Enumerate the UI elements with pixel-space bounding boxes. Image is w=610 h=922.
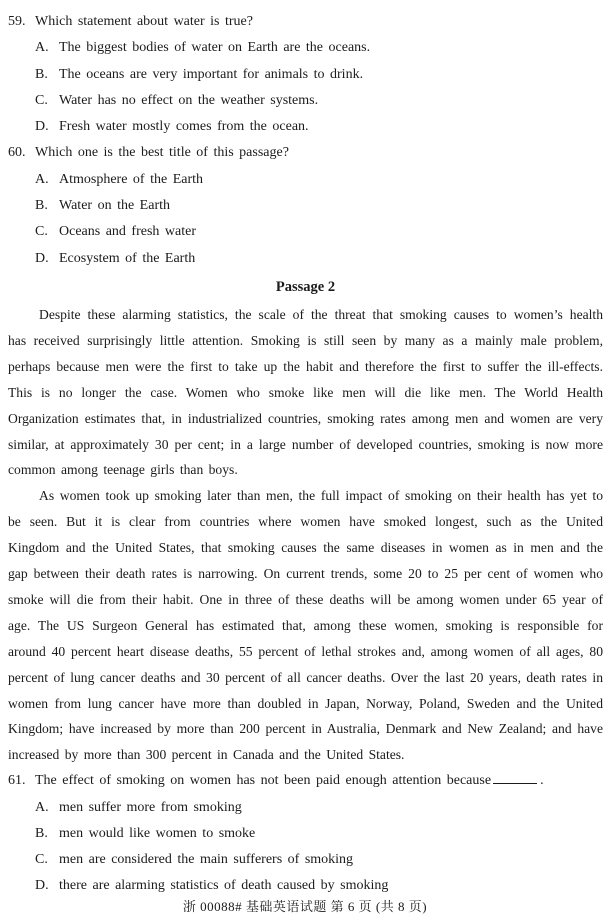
passage-title: Passage 2 — [275, 278, 336, 295]
question-number: 61. — [8, 773, 26, 789]
option-a — [8, 795, 603, 821]
question-line — [8, 140, 603, 166]
question-line — [8, 768, 603, 794]
option-label: B. — [35, 198, 48, 214]
option-label: C. — [35, 92, 48, 108]
option-label: C. — [35, 852, 48, 868]
option-text: Atmosphere of the Earth — [59, 171, 204, 187]
option-label: A. — [35, 40, 49, 56]
option-text: men are considered the main sufferers of smoking — [59, 852, 354, 868]
after-blank-period: . — [540, 773, 544, 789]
option-label: A. — [35, 799, 49, 815]
option-text: Ecosystem of the Earth — [59, 250, 196, 266]
option-label: B. — [35, 825, 48, 841]
option-label: D. — [35, 250, 49, 266]
option-b — [8, 62, 603, 88]
question-61 — [8, 768, 603, 899]
passage-2 — [8, 275, 603, 768]
option-text: men would like women to smoke — [59, 825, 256, 841]
passage-paragraph-2: As women took up smoking later than men, the full impact of smoking on their health has yet to be seen. But it is clear from countries where women have smoked longest, such as the United Kingdom and the United States, that smoking causes the same diseases in women as in men and the gap between their death rates is narrowing. On current trends, some 20 to 25 per cent of women who smoke will die from their habit. One in three of these deaths will be among women under 65 year of age. The US Surgeon General has estimated that, among these women, smoking is responsible for around 40 percent heart disease deaths, 55 percent of lethal strokes and, among women of all ages, 80 percent of lung cancer deaths and 30 percent of all cancer deaths. Over the last 20 years, death rates in women from lung cancer have more than doubled in Japan, Norway, Poland, Sweden and the United Kingdom; have increased by more than 200 percent in Australia, Denmark and New Zealand; and have increased by more than 300 percent in Canada and the United States. — [8, 488, 603, 763]
question-text: Which one is the best title of this passage? — [35, 145, 289, 161]
question-number: 59. — [8, 14, 26, 29]
question-text: The effect of smoking on women has not been paid enough attention because — [35, 773, 492, 789]
option-text: The biggest bodies of water on Earth are the oceans. — [59, 40, 371, 56]
question-text: Which statement about water is true? — [35, 14, 253, 29]
question-59 — [8, 9, 603, 140]
option-c — [8, 88, 603, 114]
option-d — [8, 246, 603, 272]
option-text: The oceans are very important for animals to drink. — [59, 66, 364, 82]
option-label: D. — [35, 119, 49, 135]
page-footer: 浙 00088# 基础英语试题 第 6 页 (共 8 页) — [182, 899, 428, 914]
option-d — [8, 114, 603, 140]
option-text: there are alarming statistics of death caused by smoking — [59, 878, 389, 894]
option-text: Water has no effect on the weather systems. — [59, 92, 319, 108]
option-label: A. — [35, 171, 49, 187]
option-b — [8, 193, 603, 219]
option-text: Fresh water mostly comes from the ocean. — [59, 119, 309, 135]
option-b — [8, 821, 603, 847]
option-text: men suffer more from smoking — [59, 799, 242, 815]
option-a — [8, 35, 603, 61]
option-text: Water on the Earth — [59, 198, 170, 214]
answer-blank — [493, 770, 537, 784]
option-c — [8, 219, 603, 245]
option-label: B. — [35, 66, 48, 82]
option-label: D. — [35, 878, 49, 894]
passage-paragraph-1: Despite these alarming statistics, the scale of the threat that smoking causes to women’s health has received surprisingly little attention. Smoking is still seen by many as a mainly male problem, perhaps because men were the first to take up the habit and therefore the first to suffer the ill-effects. This is no longer the case. Women who smoke like men will die like men. The World Health Organization estimates that, in industrialized countries, smoking rates among men and women are very similar, at approximately 30 per cent; in a large number of developed countries, smoking is now more common among teenage girls than boys. — [8, 306, 603, 478]
option-text: Oceans and fresh water — [59, 224, 196, 240]
question-number: 60. — [8, 145, 26, 161]
option-a — [8, 167, 603, 193]
question-line — [8, 9, 603, 35]
question-60 — [8, 140, 603, 271]
option-c — [8, 847, 603, 873]
option-label: C. — [35, 224, 48, 240]
